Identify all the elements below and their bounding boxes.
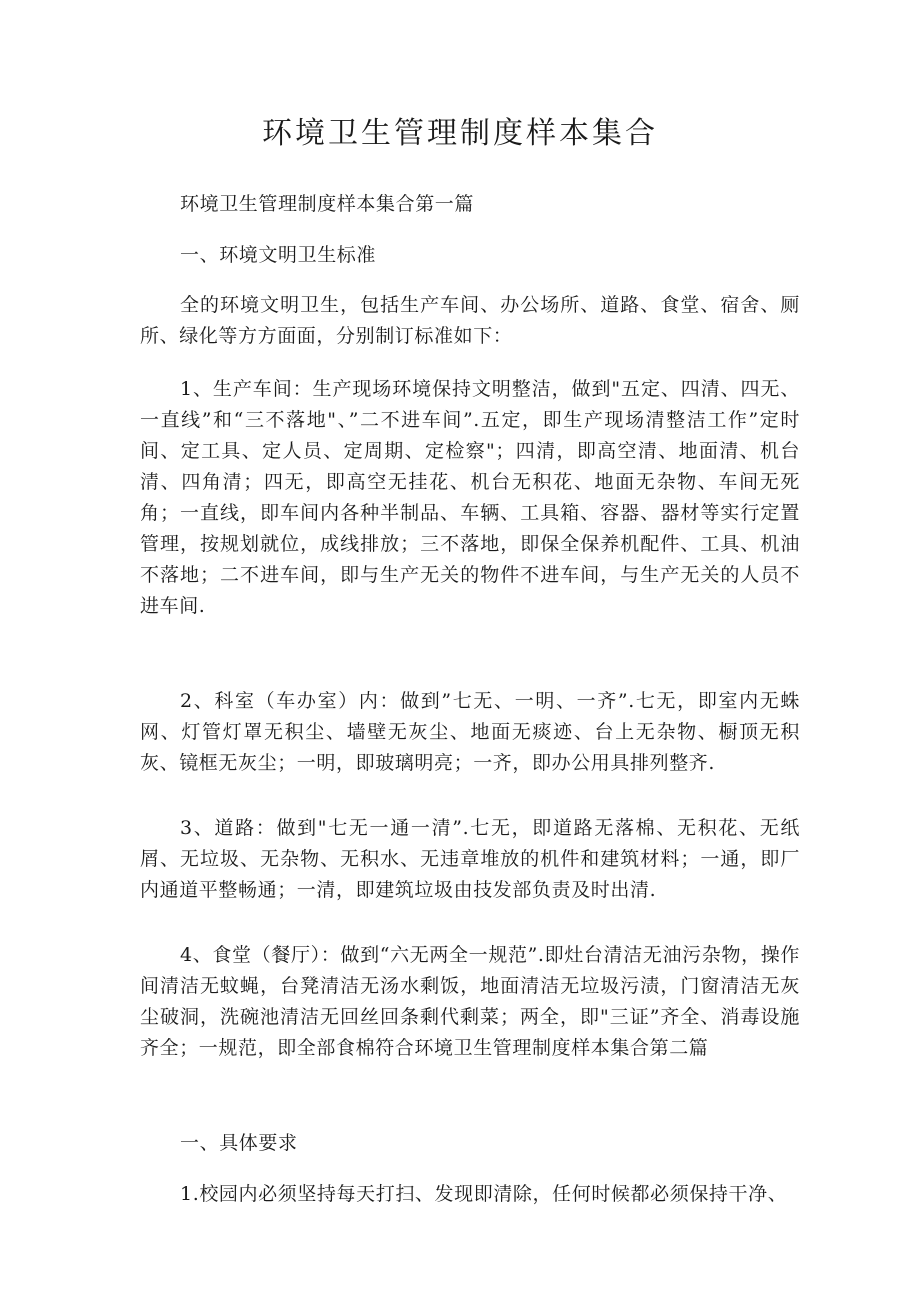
document-title: 环境卫生管理制度样本集合	[262, 116, 658, 151]
document-subtitle: 环境卫生管理制度样本集合第一篇	[180, 193, 475, 215]
item-canteen: 4、食堂（餐厅）：做到“六无两全一规范”.即灶台清洁无油污杂物，操作间清洁无蚊蝇，台凳清洁无汤水剩饭，地面清洁无垃圾污渍，门窗清洁无灰尘破洞，洗碗池清洁无回丝回条剩代剩菜；两全，即"三证”齐全、消毒设施齐全；一规范，即全部食棉符合环境卫生管理制度样本集合第二篇	[140, 944, 800, 1059]
item-production-workshop: 1、生产车间：生产现场环境保持文明整洁，做到"五定、四清、四无、一直线”和“三不落地"、”二不进车间”.五定，即生产现场清整洁工作”定时间、定工具、定人员、定周期、定检察"；四清，即高空清、地面清、机台清、四角清；四无，即高空无挂花、机台无积花、地面无杂物、车间无死角；一直线，即车间内各种半制品、车辆、工具箱、容器、器材等实行定置管理，按规划就位，成线排放；三不落地，即保全保养机配件、工具、机油不落地；二不进车间，即与生产无关的物件不进车间，与生产无关的人员不进车间.	[140, 378, 800, 617]
item-office-room: 2、科室（车办室）内：做到”七无、一明、一齐”.七无，即室内无蛛网、灯管灯罩无积尘、墙壁无灰尘、地面无痰迹、台上无杂物、橱顶无积灰、镜框无灰尘；一明，即玻璃明亮；一齐，即办公用具排列整齐.	[140, 690, 800, 774]
section-heading-environment-standard: 一、环境文明卫生标准	[180, 244, 377, 266]
section-heading-specific-requirements: 一、具体要求	[180, 1132, 298, 1154]
item-roads: 3、道路：做到"七无一通一清”.七无，即道路无落棉、无积花、无纸屑、无垃圾、无杂物、无积水、无违章堆放的机件和建筑材料；一通，即厂内通道平整畅通；一清，即建筑垃圾由技发部负责及时出清.	[140, 817, 800, 901]
requirement-campus-cleaning: 1.校园内必须坚持每天打扫、发现即清除，任何时候都必须保持干净、	[180, 1183, 788, 1205]
intro-paragraph: 全的环境文明卫生，包括生产车间、办公场所、道路、食堂、宿舍、厕所、绿化等方方面面，分别制订标准如下：	[140, 294, 800, 347]
